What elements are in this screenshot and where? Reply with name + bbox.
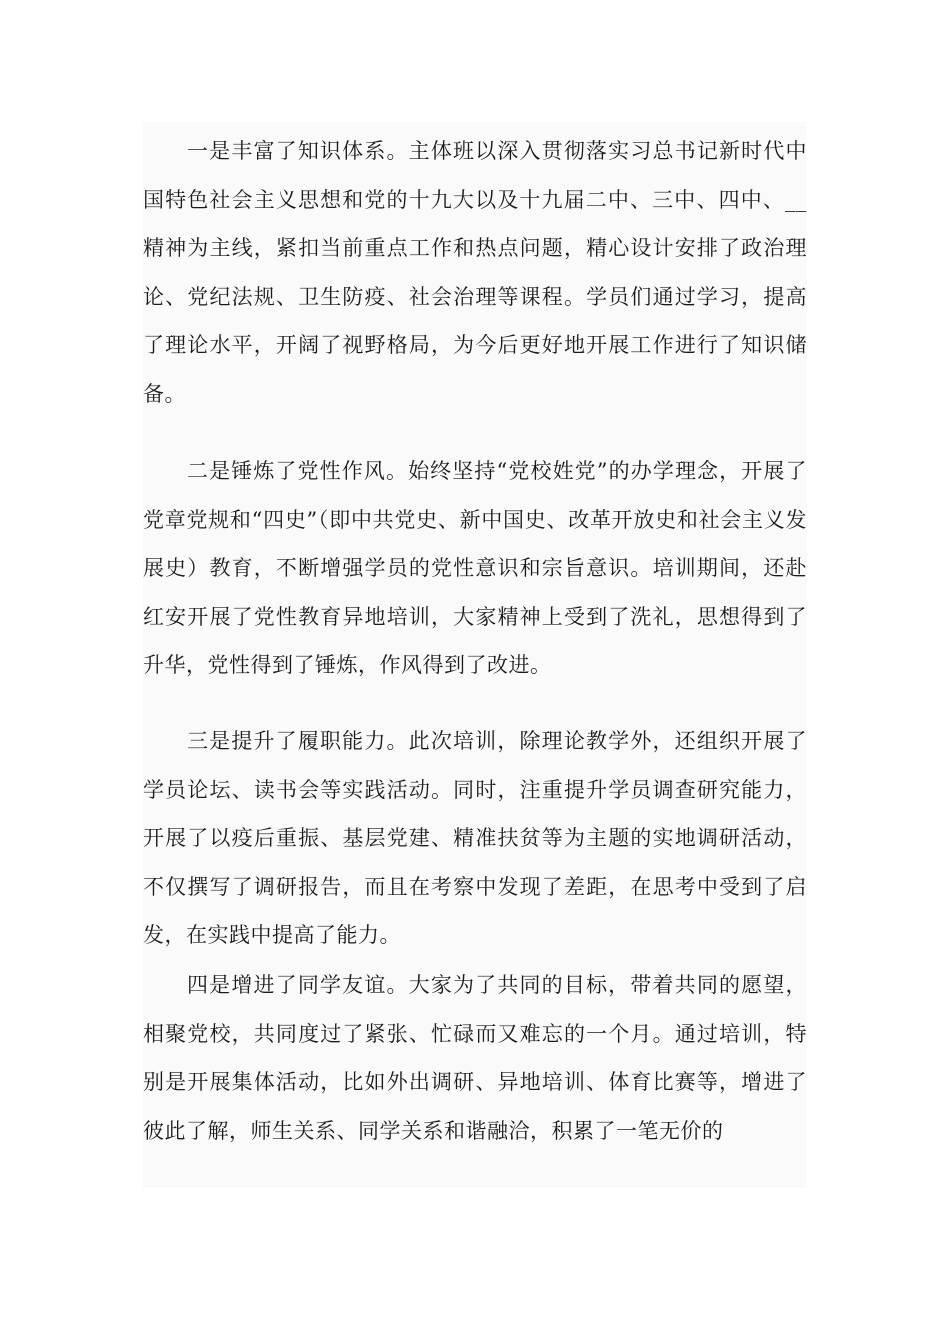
paragraph-classmate-friendship: 四是增进了同学友谊。大家为了共同的目标，带着共同的愿望，相聚党校，共同度过了紧张、忙碌而又难忘的一个月。通过培训，特别是开展集体活动，比如外出调研、异地培训、体育比赛等，增进了彼此了解，师生关系、同学关系和谐融洽，积累了一笔无价的 [143,973,807,1143]
paragraph-knowledge-system: 一是丰富了知识体系。主体班以深入贯彻落实习总书记新时代中国特色社会主义思想和党的十九大以及十九届二中、三中、四中、__精神为主线，紧扣当前重点工作和热点问题，精心设计安排了政治理论、党纪法规、卫生防疫、社会治理等课程。学员们通过学习，提高了理论水平，开阔了视野格局，为今后更好地开展工作进行了知识储备。 [143,139,807,406]
paragraph-party-spirit: 二是锤炼了党性作风。始终坚持“党校姓党”的办学理念，开展了党章党规和“四史”（即中共党史、新中国史、改革开放史和社会主义发展史）教育，不断增强学员的党性意识和宗旨意识。培训期间，还赴红安开展了党性教育异地培训，大家精神上受到了洗礼，思想得到了升华，党性得到了锤炼，作风得到了改进。 [143,459,807,677]
paragraph-duty-ability: 三是提升了履职能力。此次培训，除理论教学外，还组织开展了学员论坛、读书会等实践活动。同时，注重提升学员调查研究能力，开展了以疫后重振、基层党建、精准扶贫等为主题的实地调研活动，不仅撰写了调研报告，而且在考察中发现了差距，在思考中受到了启发，在实践中提高了能力。 [143,729,807,947]
document-body [143,122,807,1188]
